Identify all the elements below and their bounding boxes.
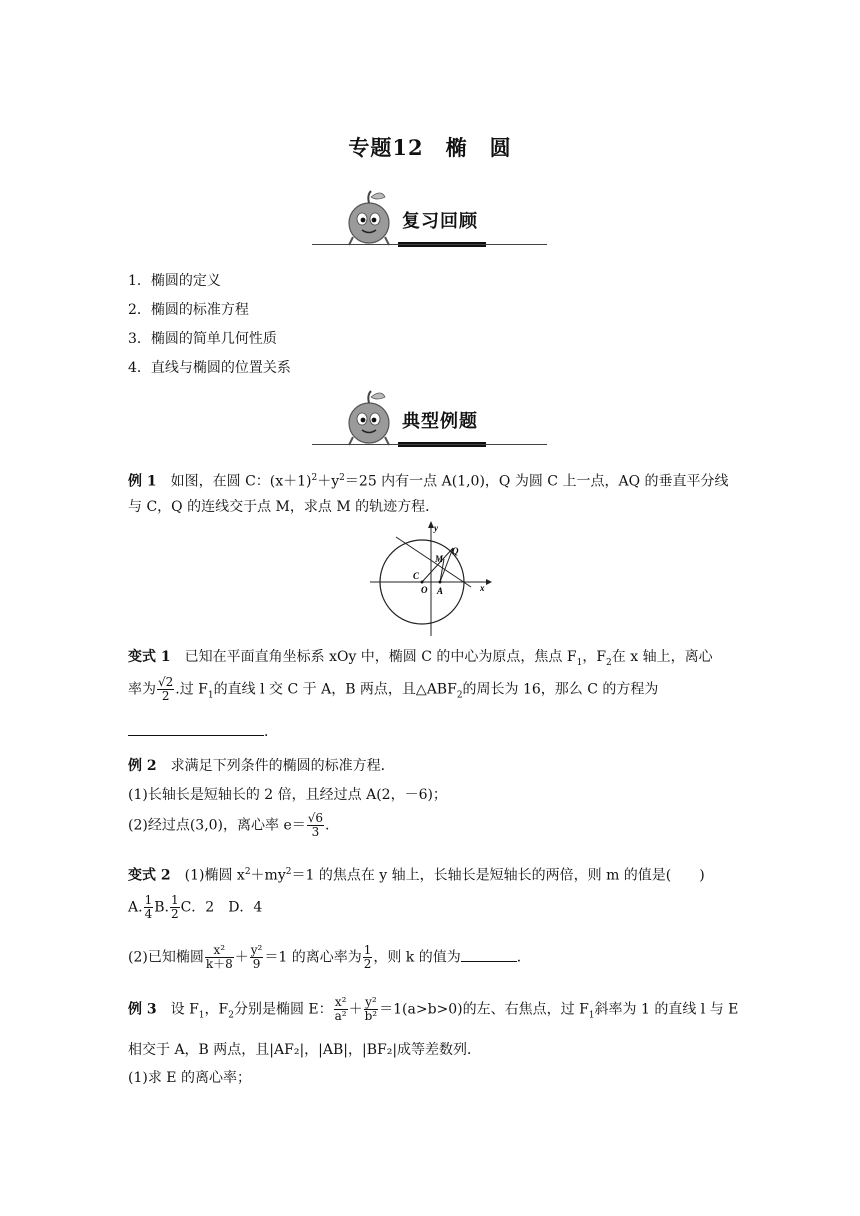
example3-line2: 相交于 A，B 两点，且|AF₂|，|AB|，|BF₂|成等差数列． xyxy=(128,1042,482,1058)
fig-label-o: O xyxy=(421,585,428,595)
fraction: $\frac{1}{2}$ xyxy=(363,943,372,971)
apple-mascot-icon xyxy=(339,387,399,449)
example-label: 例 2 xyxy=(128,758,157,774)
fig-label-m: M xyxy=(435,554,444,564)
circle-figure xyxy=(368,520,493,638)
variant2-options: A. $\frac{1}{4}$ B. $\frac{1}{2}$ C．2 D．4 xyxy=(128,893,263,921)
example1-line2: 与 C，Q 的连线交于点 M，求点 M 的轨迹方程． xyxy=(128,499,440,515)
apple-mascot-icon xyxy=(339,187,399,249)
example-label: 例 1 xyxy=(128,473,157,490)
example3-part1: (1)求 E 的离心率； xyxy=(128,1070,251,1086)
fig-label-y: y xyxy=(434,523,438,533)
banner-rule xyxy=(312,444,547,445)
fraction: $\frac{1}{2}$ xyxy=(170,893,179,921)
example1-line1: 例 1 如图，在圆 C：$(x+1)^2+y^2=25$ 内有一点 A(1,0)，Q 为圆 C 上一点，AQ 的垂直平分线 xyxy=(128,473,729,490)
example2-part1: (1)长轴长是短轴长的 2 倍，且经过点 A(2，－6)； xyxy=(128,787,447,803)
answer-blank[interactable] xyxy=(128,735,264,736)
answer-blank[interactable] xyxy=(461,961,517,962)
fig-label-q: Q xyxy=(452,546,459,556)
example3-line1: 例 3 设 $F_1$，$F_2$分别是椭圆 E： $\frac{\text{x²}}{\text{a²}}$ ＋ $\frac{\text{y²}}{\text{b²}}$ ＝1(a>b>0)的左、右焦点，过 $F_1$斜率为 1 的直线 l 与 E xyxy=(128,995,739,1023)
example2-line1: 例 2 求满足下列条件的椭圆的标准方程． xyxy=(128,758,395,774)
variant-label: 变式 2 xyxy=(128,867,171,884)
variant1-line2: 率为 $\frac{√2}{2}$ .过 $F_1$的直线 l 交 C 于 A，B 两点，且$\triangle ABF_2$的周长为 16，那么 C 的方程为 xyxy=(128,675,659,703)
review-item: 3．椭圆的简单几何性质 xyxy=(128,331,277,347)
fraction: $\frac{1}{4}$ xyxy=(144,893,153,921)
variant-label: 变式 1 xyxy=(128,649,171,665)
variant2-part2: (2)已知椭圆 $\frac{\text{x²}}{k+8}$ ＋ $\frac{\text{y²}}{9}$ ＝1 的离心率为 $\frac{1}{2}$ ，则 k 的值为 ． xyxy=(128,943,531,971)
fraction: $\frac{\text{y²}}{9}$ xyxy=(250,943,263,971)
review-item: 2．椭圆的标准方程 xyxy=(128,302,249,318)
variant2-line1: 变式 2 (1)椭圆 $x^2+my^2=1$ 的焦点在 y 轴上，长轴长是短轴长的两倍，则 m 的值是( ) xyxy=(128,867,705,884)
fraction: $\frac{\text{x²}}{k+8}$ xyxy=(205,943,233,971)
banner-rule xyxy=(312,244,547,245)
examples-banner-label: 典型例题 xyxy=(402,411,478,432)
fraction: $\frac{\text{y²}}{\text{b²}}$ xyxy=(364,995,378,1023)
variant1-line1: 变式 1 已知在平面直角坐标系 xOy 中，椭圆 C 的中心为原点，焦点 $F_1$，$F_2$在 x 轴上，离心 xyxy=(128,649,713,668)
fig-label-c: C xyxy=(413,571,420,581)
review-item: 4．直线与椭圆的位置关系 xyxy=(128,360,291,376)
fig-label-a: A xyxy=(437,586,444,596)
examples-banner xyxy=(312,385,547,455)
example-label: 例 3 xyxy=(128,1001,157,1018)
example2-part2: (2)经过点(3,0)，离心率 e＝ $\frac{√6}{3}$ . xyxy=(128,811,330,839)
review-banner xyxy=(312,185,547,255)
variant1-line3: ． xyxy=(128,722,278,742)
fraction: $\frac{√2}{2}$ xyxy=(158,675,174,703)
fraction: $\frac{\text{x²}}{\text{a²}}$ xyxy=(334,995,347,1023)
fraction: $\frac{√6}{3}$ xyxy=(307,811,324,839)
page-title: 专题12 椭 圆 xyxy=(348,135,512,160)
review-banner-label: 复习回顾 xyxy=(402,211,478,232)
review-item: 1．椭圆的定义 xyxy=(128,273,221,289)
fig-label-x: x xyxy=(480,583,485,593)
